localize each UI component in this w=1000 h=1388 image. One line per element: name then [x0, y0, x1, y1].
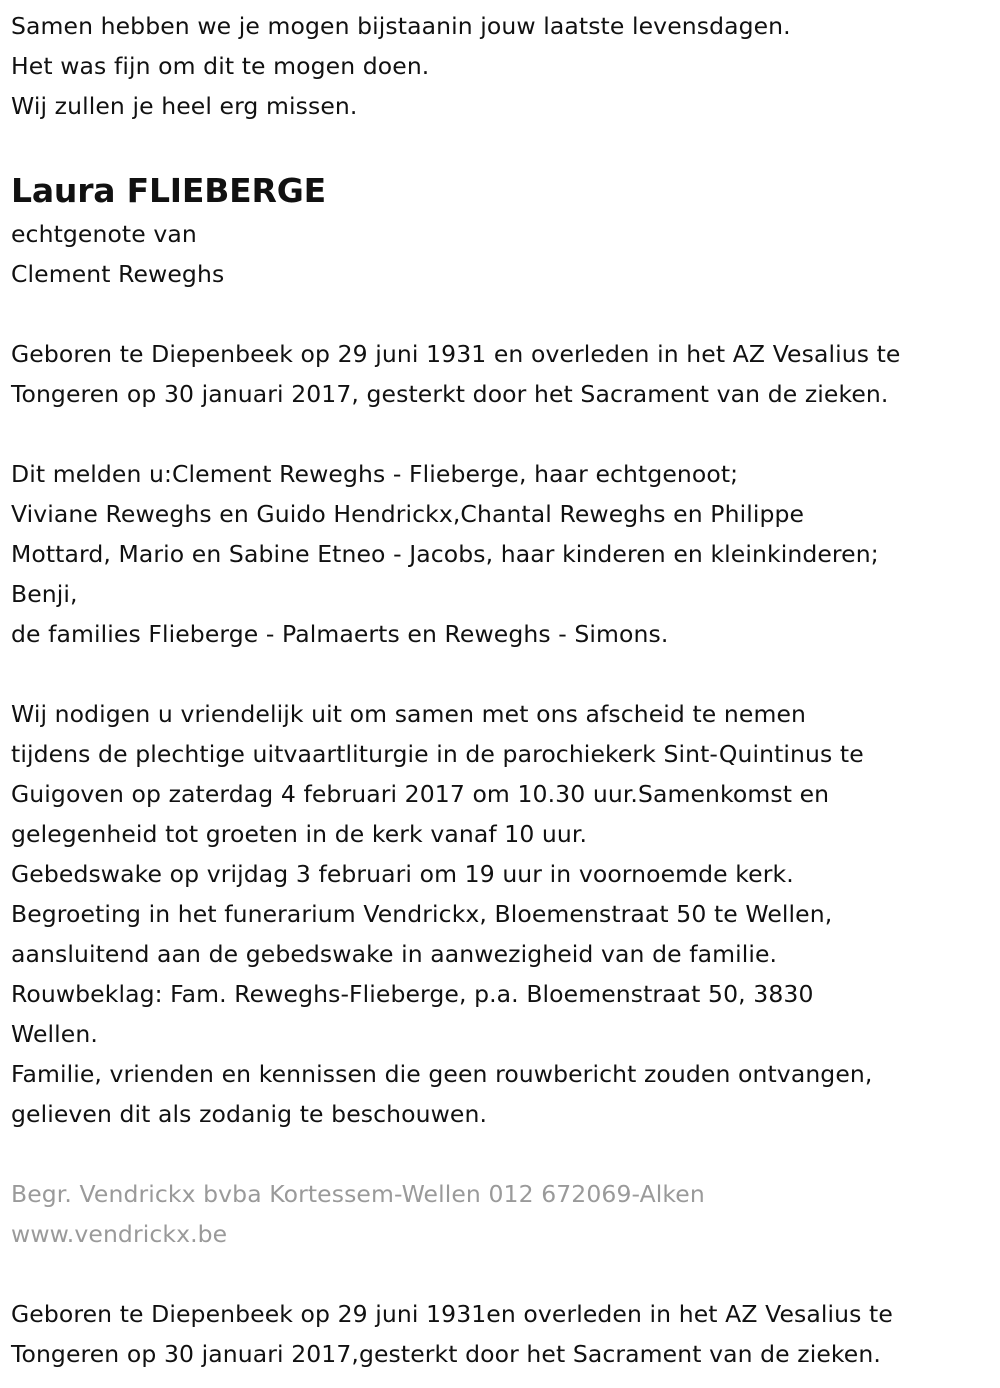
intro-block — [11, 6, 996, 126]
invitation-line: Guigoven op zaterdag 4 februari 2017 om 10.30 uur.Samenkomst en — [11, 780, 830, 808]
deceased-name: Laura FLIEBERGE — [11, 171, 326, 210]
deceased-block — [11, 168, 996, 294]
invitation-line: Rouwbeklag: Fam. Reweghs-Flieberge, p.a. Bloemenstraat 50, 3830 — [11, 980, 814, 1008]
birth-death-repeat-block — [11, 1294, 996, 1374]
birth-death-block — [11, 334, 996, 414]
invitation-line: Begroeting in het funerarium Vendrickx, Bloemenstraat 50 te Wellen, — [11, 900, 833, 928]
undertaker-line: Begr. Vendrickx bvba Kortessem-Wellen 012 672069-Alken — [11, 1180, 705, 1208]
relation-text: echtgenote van — [11, 220, 197, 248]
family-block — [11, 454, 996, 654]
family-line: de families Flieberge - Palmaerts en Reweghs - Simons. — [11, 620, 669, 648]
intro-line: Wij zullen je heel erg missen. — [11, 92, 358, 120]
invitation-line: tijdens de plechtige uitvaartliturgie in de parochiekerk Sint-Quintinus te — [11, 740, 864, 768]
birth-death-repeat-line: Geboren te Diepenbeek op 29 juni 1931en overleden in het AZ Vesalius te — [11, 1300, 893, 1328]
invitation-line: Wellen. — [11, 1020, 98, 1048]
family-line: Mottard, Mario en Sabine Etneo - Jacobs, haar kinderen en kleinkinderen; — [11, 540, 879, 568]
invitation-line: Gebedswake op vrijdag 3 februari om 19 uur in voornoemde kerk. — [11, 860, 794, 888]
invitation-block — [11, 694, 996, 1134]
invitation-line: gelieven dit als zodanig te beschouwen. — [11, 1100, 488, 1128]
invitation-line: aansluitend aan de gebedswake in aanwezigheid van de familie. — [11, 940, 778, 968]
undertaker-block — [11, 1174, 996, 1254]
birth-death-repeat-line: Tongeren op 30 januari 2017,gesterkt door het Sacrament van de zieken. — [11, 1340, 881, 1368]
family-line: Dit melden u:Clement Reweghs - Flieberge, haar echtgenoot; — [11, 460, 739, 488]
family-line: Benji, — [11, 580, 78, 608]
birth-death-line: Tongeren op 30 januari 2017, gesterkt door het Sacrament van de zieken. — [11, 380, 889, 408]
family-line: Viviane Reweghs en Guido Hendrickx,Chantal Reweghs en Philippe — [11, 500, 805, 528]
obituary-page — [11, 6, 996, 1374]
intro-line: Het was fijn om dit te mogen doen. — [11, 52, 430, 80]
invitation-line: Familie, vrienden en kennissen die geen rouwbericht zouden ontvangen, — [11, 1060, 873, 1088]
invitation-line: gelegenheid tot groeten in de kerk vanaf 10 uur. — [11, 820, 588, 848]
intro-line: Samen hebben we je mogen bijstaanin jouw laatste levensdagen. — [11, 12, 791, 40]
invitation-line: Wij nodigen u vriendelijk uit om samen met ons afscheid te nemen — [11, 700, 807, 728]
spouse-name: Clement Reweghs — [11, 260, 225, 288]
birth-death-line: Geboren te Diepenbeek op 29 juni 1931 en overleden in het AZ Vesalius te — [11, 340, 901, 368]
undertaker-website: www.vendrickx.be — [11, 1220, 228, 1248]
